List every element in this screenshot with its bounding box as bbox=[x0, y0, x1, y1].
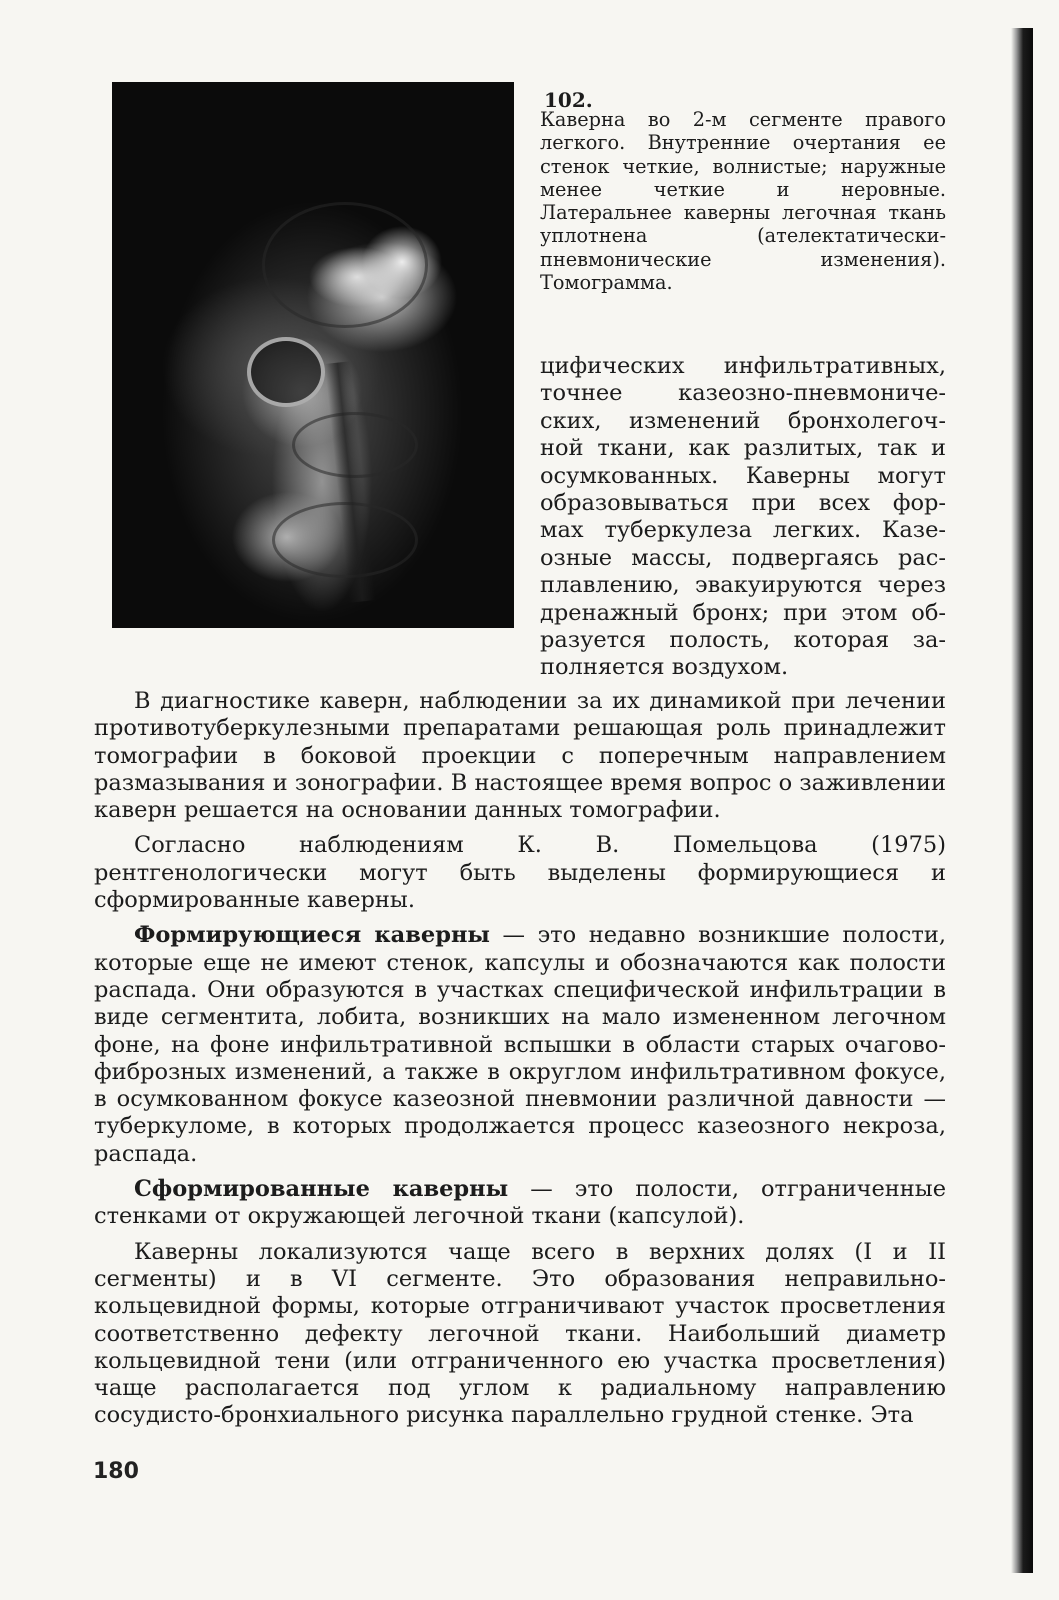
vessel-shadow bbox=[262, 202, 428, 328]
text-line: плавлению, эвакуируются через bbox=[540, 572, 946, 599]
text-line: точнее казеозно-пневмониче- bbox=[540, 380, 946, 407]
binding-shadow bbox=[1011, 28, 1033, 1573]
text-line: мах туберкулеза легких. Казе- bbox=[540, 517, 946, 544]
cavity-ring bbox=[247, 337, 325, 407]
narrow-column bbox=[540, 353, 946, 682]
paragraph-localization bbox=[94, 1239, 946, 1430]
paragraph-text: Согласно наблюдениям К. В. Помельцова (1975) рентгенологически могут быть выделены формирующиеся и сформированные каверны. bbox=[94, 832, 946, 914]
tomogram-image bbox=[112, 82, 514, 628]
figure-number: 102. bbox=[544, 88, 593, 112]
paragraph-text: — это полости, отграниченные стенками от окружающей легочной ткани (капсулой). bbox=[94, 1176, 947, 1230]
paragraph-term: Сформированные каверны bbox=[134, 1176, 509, 1203]
text-line: ной ткани, как разлитых, так и bbox=[540, 435, 946, 462]
paragraph-diagnostics bbox=[94, 688, 946, 824]
body-text bbox=[94, 688, 946, 1438]
text-line: дренажный бронх; при этом об- bbox=[540, 599, 946, 626]
paragraph-text: — это недавно возникшие полости, которые еще не имеют стенок, капсулы и обозначаются как полости распада. Они образуются в участках специфической инфильтрации в виде сегментита, лобита, возникших на мало измененном легочном фоне, на фоне инфильтративной вспышки в области старых очагово-фиброзных изменений, а также в округлом инфильтративном фокусе, в осумкованном фокусе казеозной пневмонии различной давности — туберкуломе, в которых продолжается процесс казеозного некроза, распада. bbox=[94, 922, 946, 1167]
text-line: осумкованных. Каверны могут bbox=[540, 462, 946, 489]
text-line: разуется полость, которая за- bbox=[540, 627, 946, 654]
paragraph-forming-cavities bbox=[94, 922, 946, 1168]
paragraph-term: Формирующиеся каверны bbox=[134, 922, 490, 949]
paragraph-text: В диагностике каверн, наблюдении за их динамикой при лечении противотуберкулезными препаратами решающая роль принадлежит томографии в боковой проекции с поперечным направлением размазывания и зонографии. В настоящее время вопрос о заживлении каверн решается на основании данных томографии. bbox=[94, 688, 946, 824]
paragraph-formed-cavities bbox=[94, 1176, 946, 1231]
text-line: ских, изменений бронхолегоч- bbox=[540, 407, 946, 434]
text-line: образовываться при всех фор- bbox=[540, 490, 946, 517]
paragraph-text: Каверны локализуются чаще всего в верхних долях (I и II сегменты) и в VI сегменте. Это образования неправильно-кольцевидной формы, которые отграничивают участок просветления соответственно дефекту легочной ткани. Наибольший диаметр кольцевидной тени (или отграниченного ею участка просветления) чаще располагается под углом к радиальному направлению сосудисто-бронхиального рисунка параллельно грудной стенке. Эта bbox=[94, 1238, 946, 1429]
text-line: озные массы, подвергаясь рас- bbox=[540, 544, 946, 571]
figure-caption: Каверна во 2-м сегменте правого легкого. Внутренние очертания ее стенок четкие, волнистые; наружные менее четкие и неровные. Латеральнее каверны легочная ткань уплотнена (ателектатически-пневмонические изменения). Томограмма. bbox=[540, 108, 946, 295]
text-line: цифических инфильтративных, bbox=[540, 353, 946, 379]
paragraph-pomeltsov bbox=[94, 832, 946, 914]
page-number: 180 bbox=[93, 1459, 139, 1484]
text-line: полняется воздухом. bbox=[540, 654, 789, 681]
